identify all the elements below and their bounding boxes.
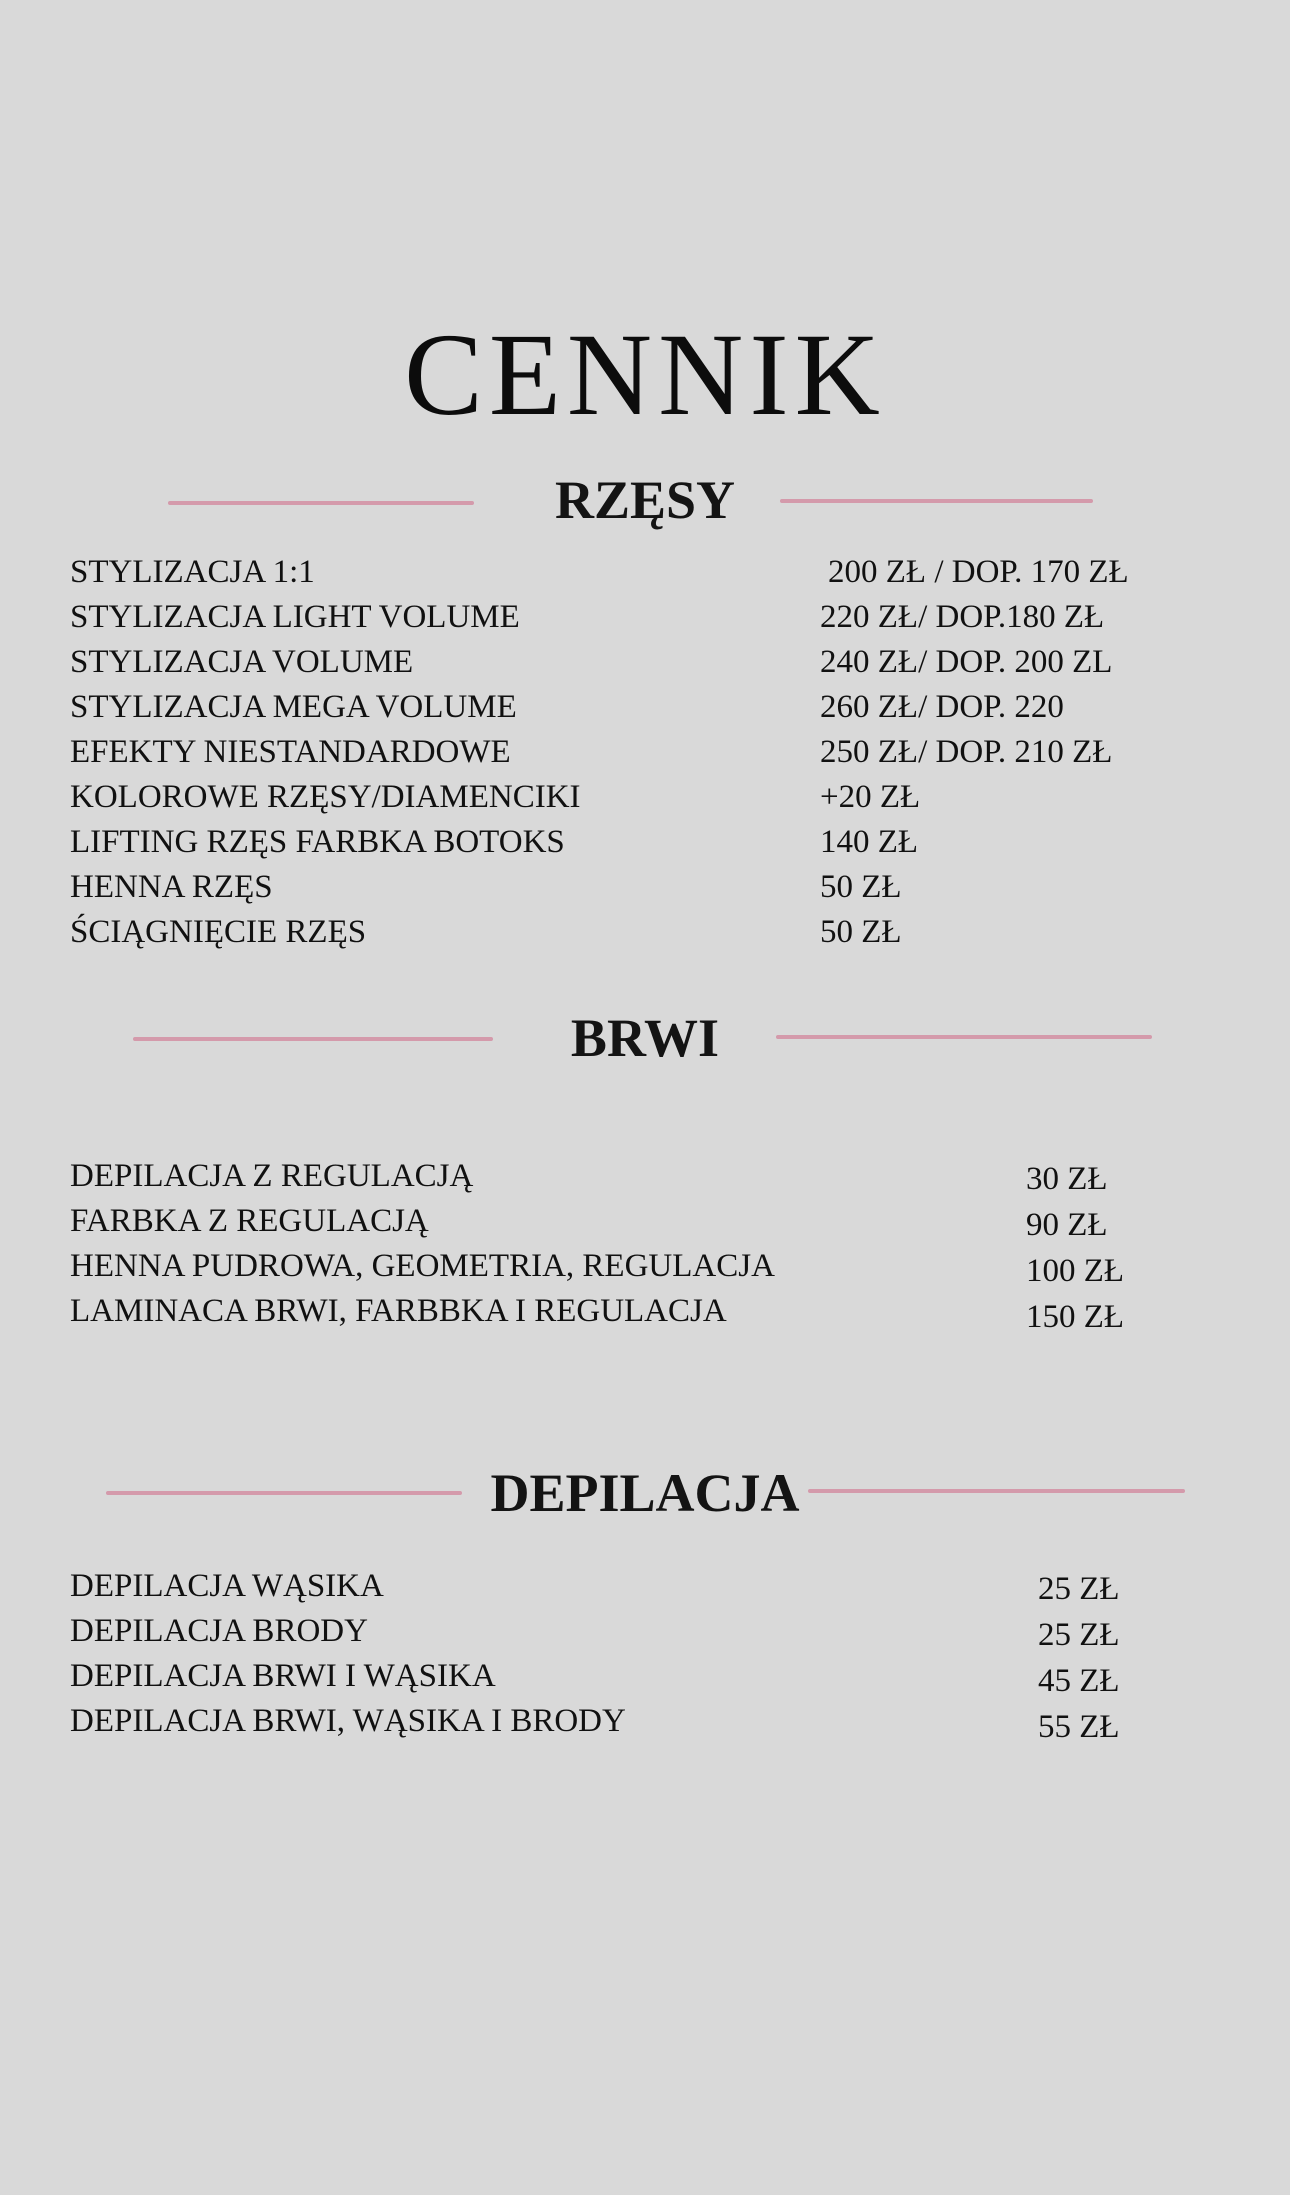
page-title: CENNIK <box>404 309 886 440</box>
service-name: DEPILACJA BRWI, WĄSIKA I BRODY <box>70 1703 626 1739</box>
service-name: STYLIZACJA VOLUME <box>70 644 414 680</box>
service-price: 90 ZŁ <box>1026 1207 1108 1243</box>
service-price: +20 ZŁ <box>820 779 921 815</box>
service-price: 55 ZŁ <box>1038 1709 1120 1745</box>
service-name: LIFTING RZĘS FARBKA BOTOKS <box>70 824 565 860</box>
service-name: ŚCIĄGNIĘCIE RZĘS <box>70 914 367 950</box>
service-name: DEPILACJA BRODY <box>70 1613 368 1649</box>
service-price: 140 ZŁ <box>820 824 919 860</box>
section-heading-depilacja: DEPILACJA <box>490 1463 800 1523</box>
service-price: 25 ZŁ <box>1038 1571 1120 1607</box>
service-name: HENNA RZĘS <box>70 869 273 905</box>
service-price: 260 ZŁ/ DOP. 220 <box>820 689 1064 725</box>
divider-line-right <box>780 499 1093 503</box>
service-name: STYLIZACJA LIGHT VOLUME <box>70 599 520 635</box>
service-name: LAMINACA BRWI, FARBBKA I REGULACJA <box>70 1293 727 1329</box>
service-name: DEPILACJA Z REGULACJĄ <box>70 1158 474 1194</box>
service-name: STYLIZACJA 1:1 <box>70 554 315 590</box>
service-name: HENNA PUDROWA, GEOMETRIA, REGULACJA <box>70 1248 775 1284</box>
service-price: 50 ZŁ <box>820 869 902 905</box>
service-price: 30 ZŁ <box>1026 1161 1108 1197</box>
divider-line-right <box>808 1489 1185 1493</box>
service-name: DEPILACJA WĄSIKA <box>70 1568 384 1604</box>
service-price: 25 ZŁ <box>1038 1617 1120 1653</box>
service-price: 200 ZŁ / DOP. 170 ZŁ <box>828 554 1129 590</box>
service-name: FARBKA Z REGULACJĄ <box>70 1203 429 1239</box>
service-name: KOLOROWE RZĘSY/DIAMENCIKI <box>70 779 581 815</box>
service-price: 45 ZŁ <box>1038 1663 1120 1699</box>
service-name: DEPILACJA BRWI I WĄSIKA <box>70 1658 496 1694</box>
service-price: 150 ZŁ <box>1026 1299 1125 1335</box>
service-price: 100 ZŁ <box>1026 1253 1125 1289</box>
service-name: EFEKTY NIESTANDARDOWE <box>70 734 511 770</box>
service-name: STYLIZACJA MEGA VOLUME <box>70 689 517 725</box>
service-price: 240 ZŁ/ DOP. 200 ZL <box>820 644 1113 680</box>
section-heading-rzesy: RZĘSY <box>554 470 736 530</box>
service-price: 50 ZŁ <box>820 914 902 950</box>
divider-line-right <box>776 1035 1152 1039</box>
service-price: 250 ZŁ/ DOP. 210 ZŁ <box>820 734 1113 770</box>
service-price: 220 ZŁ/ DOP.180 ZŁ <box>820 599 1105 635</box>
section-heading-brwi: BRWI <box>570 1008 720 1068</box>
